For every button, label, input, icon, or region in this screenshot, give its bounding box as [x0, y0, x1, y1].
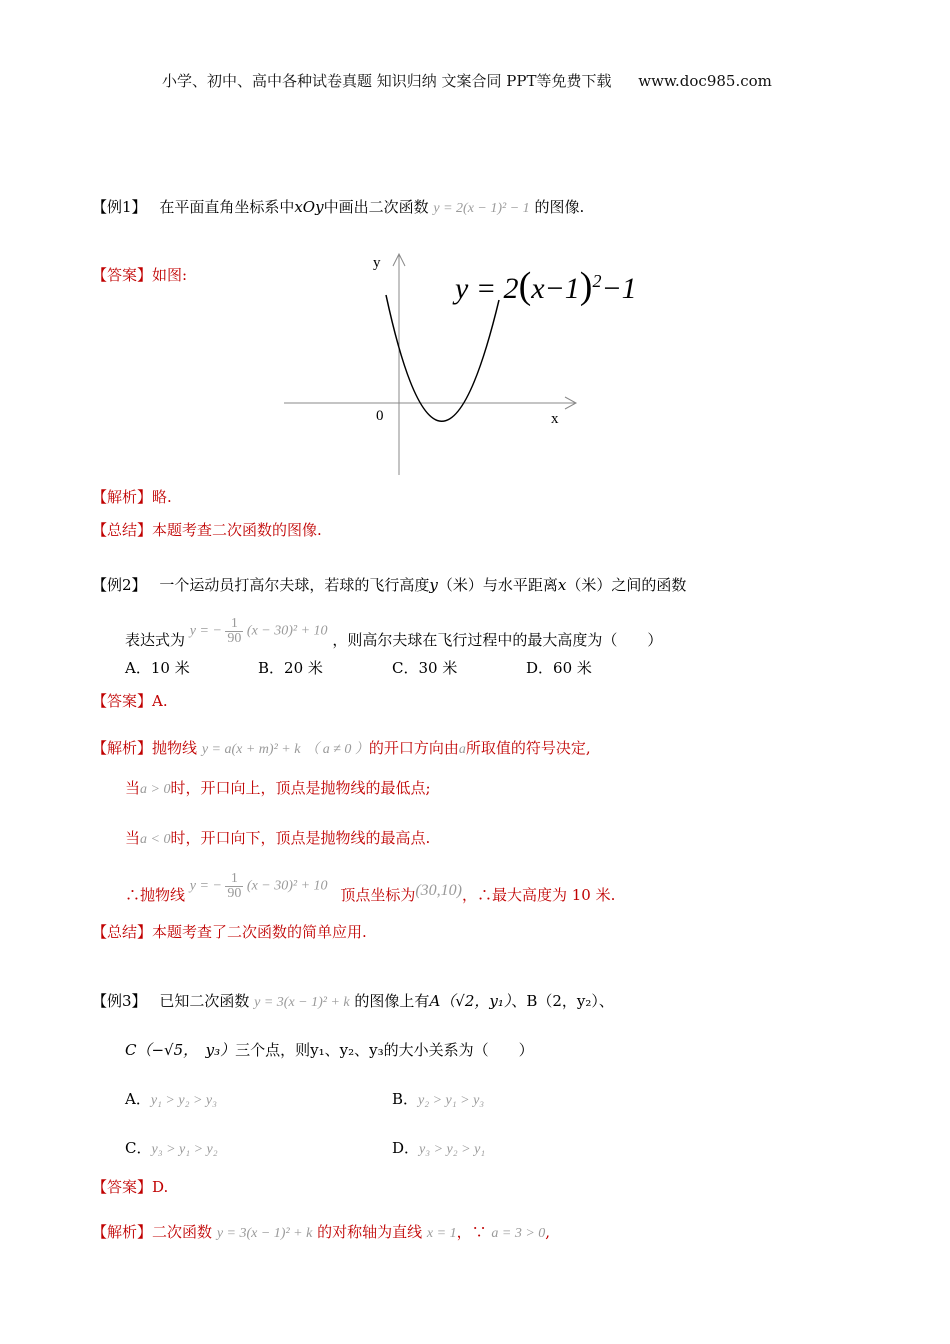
- ex3-question-line2: [125, 1039, 534, 1060]
- ex2-concl-pre: ∴抛物线: [125, 885, 186, 904]
- ex2-line-up: [125, 777, 431, 798]
- ex1-answer-tag: 【答案】: [92, 266, 153, 284]
- ex1-tag: 【例1】: [92, 198, 147, 216]
- ex2-analysis-formula: y = a(x + m)² + k: [201, 742, 301, 757]
- ex3-analysis-a: a = 3 > 0: [491, 1226, 546, 1241]
- x-axis-label: x: [551, 411, 559, 427]
- parabola-curve: [386, 295, 499, 421]
- ex3-q-mid: 的图像上有: [354, 992, 430, 1010]
- ex2-option-a: A．10 米: [125, 659, 190, 677]
- ex3-option-d: [392, 1137, 485, 1158]
- ex3-analysis: [92, 1221, 550, 1242]
- ex2-summary: [92, 921, 367, 942]
- ex1-answer-text: 如图:: [152, 266, 188, 284]
- ex2-summary-text: 本题考查了二次函数的简单应用.: [152, 923, 367, 941]
- ex3-option-a-label: A．: [125, 1090, 151, 1108]
- ex3-formula: y = 3(x − 1)² + k: [254, 995, 350, 1010]
- ex2-answer-tag: 【答案】: [92, 692, 153, 710]
- ex2-concl-vertex-label: 顶点坐标为: [340, 885, 416, 904]
- graph-formula-inner: x−1: [531, 272, 580, 305]
- ex3-option-c-label: C．: [125, 1139, 152, 1157]
- ex2-line-up-pre: 当: [125, 779, 141, 797]
- ex3-option-b: [392, 1088, 484, 1109]
- ex1-summary-text: 本题考查二次函数的图像.: [152, 521, 322, 539]
- ex2-analysis-tag: 【解析】: [92, 739, 153, 757]
- ex3-point-a: A（√2，y₁）: [429, 992, 512, 1010]
- ex3-analysis-pre: 二次函数: [152, 1223, 213, 1241]
- ex2-formula-lhs: y = −: [189, 623, 222, 639]
- header-url: www.doc985.com: [638, 72, 772, 90]
- ex1-q-mid: 中画出二次函数: [323, 198, 429, 216]
- ex2-line-down-pre: 当: [125, 829, 141, 847]
- ex3-option-d-expr: y₃ > y₂ > y₁: [419, 1142, 486, 1157]
- ex3-analysis-tag: 【解析】: [92, 1223, 153, 1241]
- ex2-conclusion: [125, 871, 616, 904]
- ex2-formula-frac: [225, 617, 243, 646]
- ex2-summary-tag: 【总结】: [92, 923, 153, 941]
- ex2-analysis-post: 的开口方向由: [368, 739, 459, 757]
- ex2-question-line1: [92, 574, 686, 595]
- graph-formula-exp: 2: [592, 271, 602, 291]
- ex2-q-line2-post: ，则高尔夫球在飞行过程中的最大高度为（ ）: [332, 630, 663, 649]
- ex2-analysis-post2: 所取值的符号决定,: [465, 739, 591, 757]
- ex2-analysis-cond: （ a ≠ 0 ）: [305, 742, 369, 757]
- ex3-tag: 【例3】: [92, 992, 147, 1010]
- ex3-point-c: C（−√5， y₃）: [125, 1041, 236, 1059]
- ex1-q-post: 的图像.: [534, 198, 585, 216]
- ex2-q-unit1: （米）与水平距离: [437, 576, 558, 594]
- ex3-q-post: 三个点，则y₁、y₂、y₃的大小关系为（ ）: [235, 1041, 534, 1059]
- ex1-summary-tag: 【总结】: [92, 521, 153, 539]
- ex2-frac-den: 90: [227, 631, 242, 646]
- ex2-q-unit2: （米）之间的函数: [566, 576, 687, 594]
- ex2-concl-frac-den: 90: [227, 886, 242, 901]
- ex2-expr-label: 表达式为: [125, 630, 186, 649]
- ex2-concl-formula-lhs: y = −: [189, 878, 222, 894]
- ex3-option-b-label: B．: [392, 1090, 419, 1108]
- ex2-concl-frac: [225, 872, 243, 901]
- graph-formula-tail: −1: [601, 272, 637, 305]
- ex3-point-b: 、B（2，y₂）、: [511, 992, 614, 1010]
- ex3-option-c-expr: y₃ > y₁ > y₂: [151, 1142, 218, 1157]
- ex3-analysis-formula: y = 3(x − 1)² + k: [216, 1226, 313, 1241]
- ex2-question-line2: [125, 616, 663, 649]
- ex2-answer: [92, 690, 168, 711]
- ex1-q-pre: 在平面直角坐标系中: [159, 198, 295, 216]
- ex2-tag: 【例2】: [92, 576, 147, 594]
- ex2-option-c: C．30 米: [392, 659, 458, 677]
- graph-formula-lhs: y = 2: [455, 272, 519, 305]
- ex3-option-b-expr: y₂ > y₁ > y₃: [418, 1093, 485, 1108]
- ex2-frac-num: 1: [225, 617, 243, 632]
- ex2-answer-text: A.: [152, 692, 168, 710]
- ex2-analysis: [92, 737, 591, 758]
- ex2-concl-frac-num: 1: [225, 872, 243, 887]
- ex2-option-b: B．20 米: [258, 659, 323, 677]
- page-header: [162, 70, 772, 91]
- ex2-q-x: x: [557, 576, 567, 594]
- ex2-concl-formula: [190, 872, 328, 901]
- graph-formula: $y = 2(x-1)^2-1$: [455, 265, 637, 307]
- ex3-answer-tag: 【答案】: [92, 1178, 153, 1196]
- ex2-line-up-cond: a > 0: [140, 782, 171, 797]
- ex1-q-var: xOy: [294, 198, 324, 216]
- ex2-line-down-cond: a < 0: [140, 832, 171, 847]
- ex2-formula: [190, 617, 328, 646]
- ex2-concl-vertex: (30,10): [415, 881, 462, 899]
- ex2-line-down-post: 时，开口向下，顶点是抛物线的最高点.: [170, 829, 431, 847]
- ex3-analysis-mid: 的对称轴为直线: [317, 1223, 423, 1241]
- ex2-q-line1: 一个运动员打高尔夫球，若球的飞行高度: [159, 576, 430, 594]
- ex1-answer: [92, 264, 187, 285]
- origin-label: 0: [376, 408, 384, 424]
- ex3-analysis-end: ,: [545, 1223, 551, 1241]
- ex1-formula: y = 2(x − 1)² − 1: [433, 201, 530, 216]
- ex2-analysis-pre: 抛物线: [152, 739, 198, 757]
- ex1-summary: [92, 519, 322, 540]
- ex3-q-pre: 已知二次函数: [159, 992, 250, 1010]
- ex3-option-a-expr: y₁ > y₂ > y₃: [150, 1093, 217, 1108]
- ex2-option-d: D．60 米: [526, 659, 592, 677]
- ex3-option-d-label: D．: [392, 1139, 420, 1157]
- ex1-analysis-text: 略.: [152, 488, 172, 506]
- ex3-option-c: [125, 1137, 218, 1158]
- ex3-question-line1: [92, 990, 614, 1011]
- ex1-analysis: [92, 486, 172, 507]
- ex1-question: [92, 196, 584, 217]
- ex3-answer-text: D.: [152, 1178, 169, 1196]
- y-axis-label: y: [373, 255, 381, 271]
- ex2-q-y: y: [429, 576, 438, 594]
- ex3-option-a: [125, 1088, 217, 1109]
- ex2-concl-post: ，∴最大高度为 10 米.: [462, 885, 616, 904]
- ex3-answer: [92, 1176, 168, 1197]
- header-text: 小学、初中、高中各种试卷真题 知识归纳 文案合同 PPT等免费下载: [162, 72, 612, 90]
- ex2-formula-tail: (x − 30)² + 10: [246, 623, 328, 639]
- ex1-analysis-tag: 【解析】: [92, 488, 153, 506]
- ex3-analysis-because: ，∵: [456, 1223, 487, 1241]
- ex2-line-up-post: 时，开口向上，顶点是抛物线的最低点;: [170, 779, 431, 797]
- ex2-line-down: [125, 827, 430, 848]
- ex3-analysis-axis: x = 1: [426, 1226, 457, 1241]
- ex2-analysis-a: a: [458, 742, 466, 757]
- ex2-concl-formula-tail: (x − 30)² + 10: [246, 878, 328, 894]
